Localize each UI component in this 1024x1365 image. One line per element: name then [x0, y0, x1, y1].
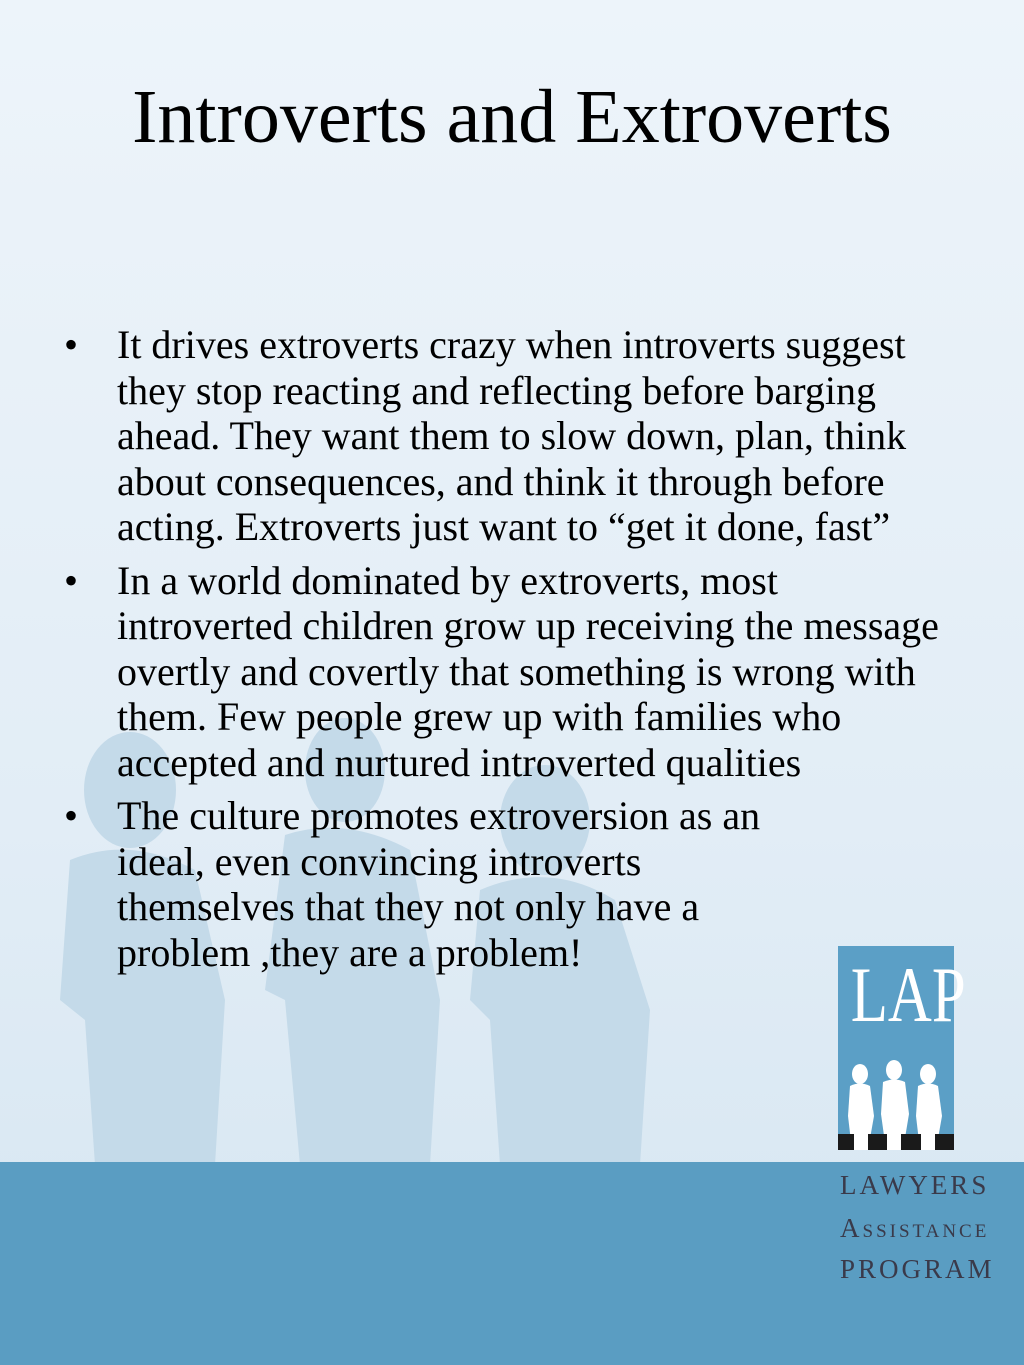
logo-text-lawyers: LAWYERS: [840, 1170, 990, 1200]
bullet-marker: •: [64, 793, 79, 838]
bullet-marker: •: [64, 322, 79, 367]
bullet-item: [58, 322, 963, 550]
bullet-list: [58, 322, 963, 983]
slide-title: Introverts and Extroverts: [132, 75, 892, 159]
logo-text-program: PROGRAM: [840, 1254, 995, 1284]
bullet-text: In a world dominated by extroverts, most introverted children grow up receiving the message overtly and covertly that something is wrong with them. Few people grew up with families who accepted and nurtured introverted qualities: [117, 557, 939, 785]
bullet-text: The culture promotes extroversion as an ideal, even convincing introverts themselves that they not only have a problem ,they are a problem!: [117, 793, 761, 975]
lap-logo: [838, 946, 966, 1150]
lap-logo-letters: LAP: [850, 951, 966, 1038]
bullet-item: [58, 558, 963, 786]
bullet-text: It drives extroverts crazy when introverts suggest they stop reacting and reflecting before barging ahead. They want them to slow down, plan, think about consequences, and think it through before acting. Extroverts just want to “get it done, fast”: [117, 322, 907, 549]
logo-text-assistance: Assistance: [840, 1213, 990, 1243]
bullet-item: [58, 793, 963, 975]
bullet-marker: •: [64, 557, 79, 603]
people-icon: [838, 946, 966, 1150]
